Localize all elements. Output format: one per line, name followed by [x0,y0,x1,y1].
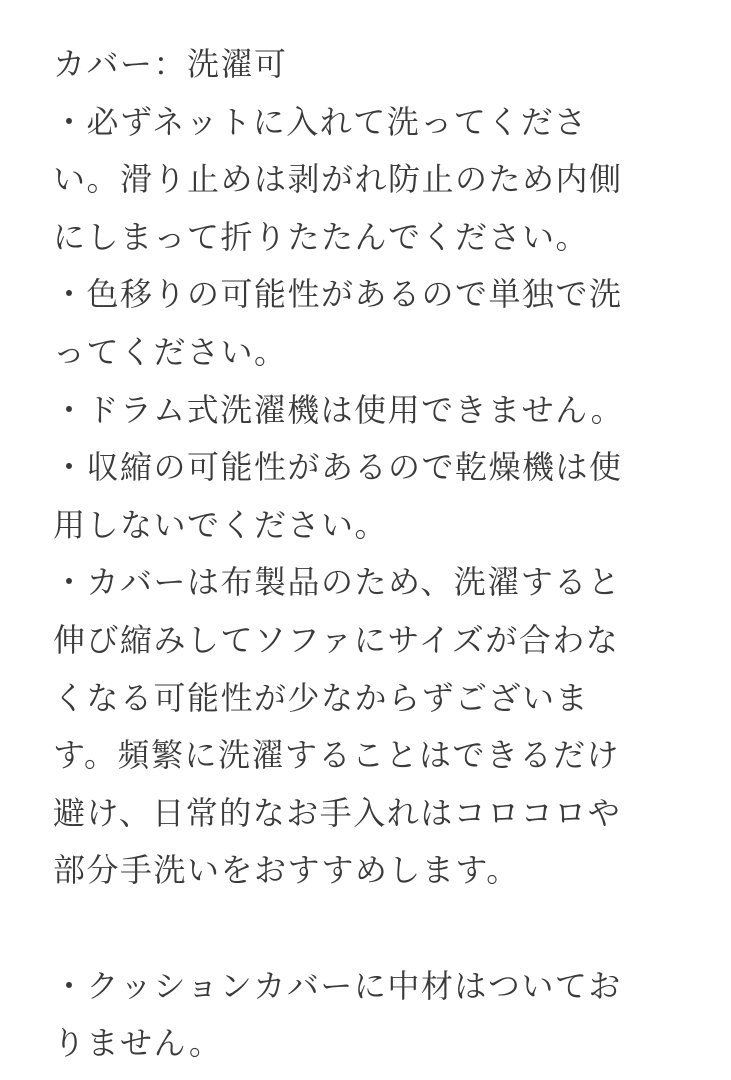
blank-line-spacer [53,900,691,958]
cushion-note-line: りません。 [53,1024,223,1063]
care-line: 部分手洗いをおすすめします。 [53,851,520,890]
cushion-note-line: ・クッションカバーに中材はついてお [53,966,622,1005]
care-line: い。滑り止めは剥がれ防止のため内側 [53,160,623,199]
care-line: ・収縮の可能性があるので乾燥機は使 [53,448,623,487]
care-line: 用しないでください。 [53,505,389,544]
care-line: ・色移りの可能性があるので単独で洗 [53,275,623,314]
care-line: ・ドラム式洗濯機は使用できません。 [53,390,625,429]
care-line: 避け、日常的なお手入れはコロコロや [53,793,622,832]
care-heading: カバー：洗濯可 [53,45,288,83]
care-line: ってください。 [53,332,288,371]
care-line: くなる可能性が少なからずございま [53,678,590,717]
care-line: にしまって折りたたんでください。 [53,217,590,256]
care-line: 伸び縮みしてソファにサイズが合わな [53,620,620,659]
care-line: ・カバーは布製品のため、洗濯すると [53,563,622,602]
care-line: す。頻繁に洗濯することはできるだけ [53,736,620,775]
care-line: ・必ずネットに入れて洗ってくださ [53,102,588,141]
